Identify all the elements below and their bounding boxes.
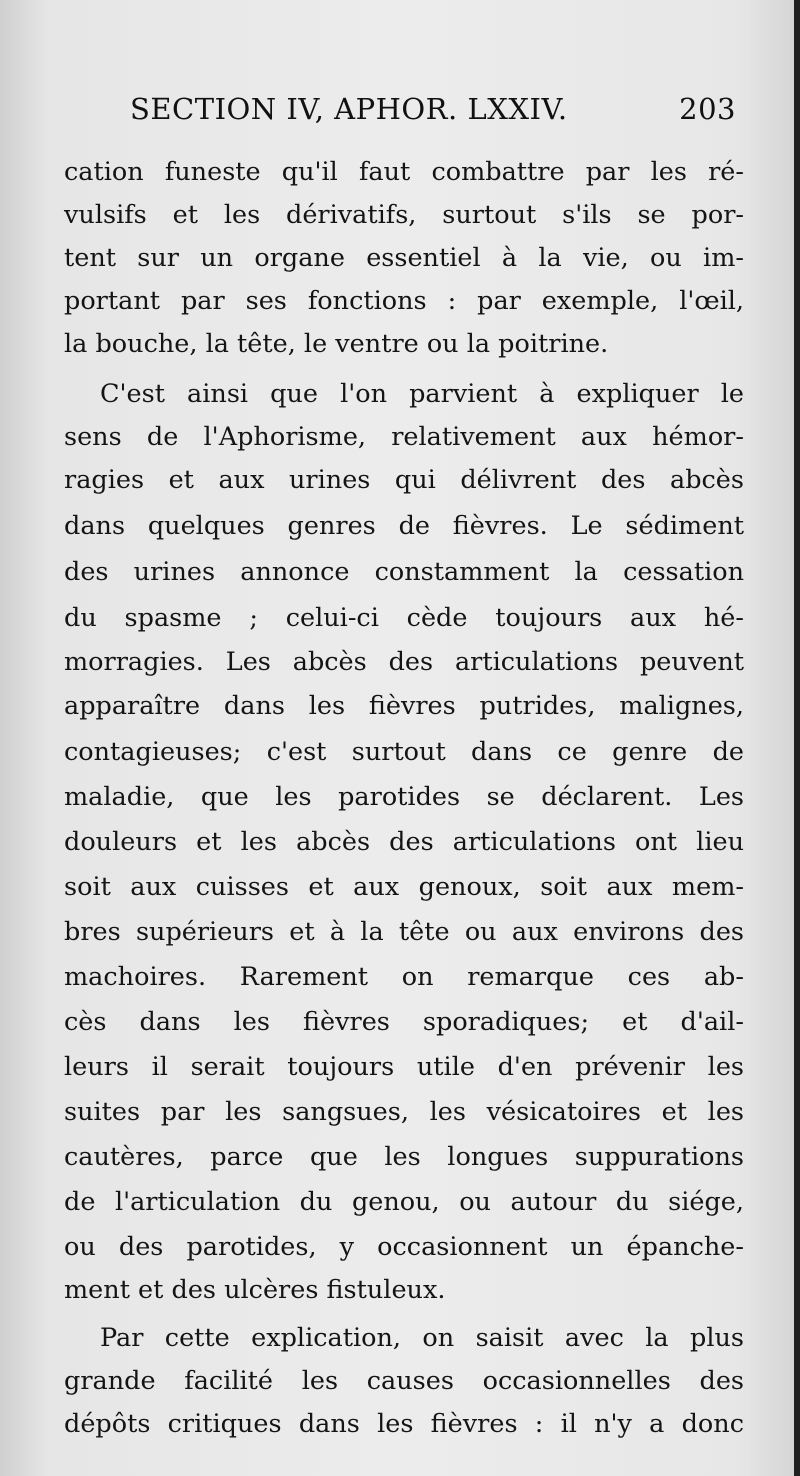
text-line: portant par ses fonctions : par exemple, l'œil, [64,286,744,316]
text-line: machoires. Rarement on remarque ces ab- [64,962,744,992]
text-line: cès dans les fièvres sporadiques; et d'ail- [64,1007,744,1037]
text-line: de l'articulation du genou, ou autour du siége, [64,1187,744,1217]
text-line: vulsifs et les dérivatifs, surtout s'ils se por- [64,200,744,230]
text-line: ou des parotides, y occasionnent un épanche- [64,1232,744,1262]
text-line: contagieuses; c'est surtout dans ce genre de [64,737,744,767]
text-line: suites par les sangsues, les vésicatoires et les [64,1097,744,1127]
text-line: cation funeste qu'il faut combattre par les ré- [64,157,744,187]
page-edge-shadow [794,0,800,1476]
text-line: Par cette explication, on saisit avec la plus [100,1323,744,1353]
page-header [64,92,736,136]
text-line: morragies. Les abcès des articulations peuvent [64,647,744,677]
text-line: maladie, que les parotides se déclarent. Les [64,782,744,812]
text-line: cautères, parce que les longues suppurations [64,1142,744,1172]
text-line: bres supérieurs et à la tête ou aux environs des [64,917,744,947]
page-number: 203 [679,92,736,126]
text-line: leurs il serait toujours utile d'en prévenir les [64,1052,744,1082]
text-line: du spasme ; celui-ci cède toujours aux hé- [64,603,744,633]
text-line: douleurs et les abcès des articulations ont lieu [64,827,744,857]
text-line: sens de l'Aphorisme, relativement aux hémor- [64,422,744,452]
text-line: tent sur un organe essentiel à la vie, ou im- [64,243,744,273]
text-line: ment et des ulcères fistuleux. [64,1275,446,1305]
text-line: dans quelques genres de fièvres. Le sédiment [64,511,744,541]
text-line: des urines annonce constamment la cessation [64,557,744,587]
text-line: grande facilité les causes occasionnelles des [64,1366,744,1396]
text-line: apparaître dans les fièvres putrides, malignes, [64,691,744,721]
running-head: SECTION IV, APHOR. LXXIV. [130,92,568,126]
text-line: ragies et aux urines qui délivrent des abcès [64,465,744,495]
text-line: soit aux cuisses et aux genoux, soit aux mem- [64,872,744,902]
text-line: dépôts critiques dans les fièvres : il n'y a donc [64,1409,744,1439]
text-line: C'est ainsi que l'on parvient à expliquer le [100,379,744,409]
text-line: la bouche, la tête, le ventre ou la poitrine. [64,329,609,359]
